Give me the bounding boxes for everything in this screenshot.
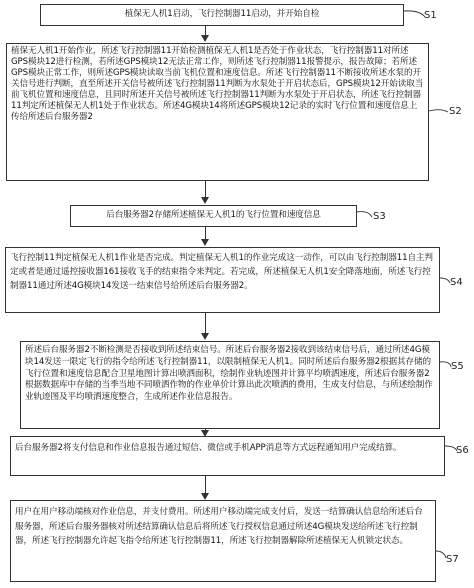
leader-s1 xyxy=(404,11,425,17)
step-text-s3: 后台服务器2存储所述植保无人机1的飞行位置和速度信息 xyxy=(106,210,321,220)
step-box-s6 xyxy=(10,436,445,476)
step-label-s2: S2 xyxy=(449,106,462,117)
leader-s3 xyxy=(357,212,372,217)
step-box-s4 xyxy=(5,247,440,313)
step-text-s7: 用户在用户移动端核对作业信息，并支付费用。所述用户移动端完成支付后，发送一结算确认信息给所述后台服务器，所述后台服务器核对所述结算确认信息后将所述飞行授权信息通过所述4G模块发送给所述飞行控制器，所述飞行控制器允许起飞指令给所述飞行控制器11，所述飞行控制器解除所述植保无人机锁定状态。 xyxy=(15,507,423,546)
step-label-s7: S7 xyxy=(446,554,459,565)
step-label-s1: S1 xyxy=(424,10,437,21)
step-box-s2 xyxy=(6,43,429,181)
step-box-s3 xyxy=(70,205,357,227)
step-text-s5: 所述后台服务器2不断检测是否接收到所述结束信号。所述后台服务器2接收到该结束信号后，通过所述4G模块14发送一限定飞行的指令给所述飞行控制器11，以限制植保无人机1。同时所述后台服务器2根据其存储的飞行位置和速度信息配合卫星地图计算出喷洒面积，绘制作业轨迹图并计算平均喷洒速度，所述后台服务器2根据数据库中存储的当季当地不同喷洒作物的作业单价计算出此次喷洒的费用，生成支付信息，与所述绘制作业轨迹图及平均喷洒速度整合，生成所述作业信息报告。 xyxy=(25,345,433,403)
step-label-s4: S4 xyxy=(450,277,463,288)
step-label-s6: S6 xyxy=(456,445,469,456)
step-box-s1 xyxy=(40,4,404,26)
leader-s5 xyxy=(440,362,451,367)
leader-s4 xyxy=(440,278,450,283)
step-text-s6: 后台服务器2将支付信息和作业信息报告通过短信、微信或手机APP消息等方式远程通知用户完成结算。 xyxy=(15,443,402,453)
step-box-s7 xyxy=(10,500,436,582)
step-text-s1: 植保无人机1启动，飞行控制器11启动，并开始自检 xyxy=(124,9,320,19)
step-text-s4: 飞行控制11判定植保无人机1作业是否完成。判定植保无人机1的作业完成这一动作，可以由飞行控制器11自主判定或者是通过遥控接收器161接收飞手的结束指令来判定。若完成，所述植保无人机1安全降落地面，所述飞行控制器11通过所述4G模块14发送一结束信号给所述后台服务器2。 xyxy=(10,253,433,291)
step-text-s2: 植保无人机1开始作业，所述飞行控制器11开始检测植保无人机1是否处于作业状态，飞行控制器11对所述GPS模块12进行检测，若所述GPS模块12无法正常工作，则所述飞行控制器11报警提示，报告故障；若所述GPS模块正常工作，则所述GPS模块读取当前飞机位置和速度信息。所述飞行控制器11不断接收所述水泵的开关信号进行判断，直至所述开关信号被所述飞行控制器11判断为水泵处于开启状态后，GPS模块12开始读取当前飞机位置和速度信息，且同时所述开关信号被所述飞行控制器11判断为水泵处于开启状态，所述飞行控制器11判定所述植保无人机1处于作业状态。所述4G模块14将所述GPS模块12记录的实时飞行位置和速度信息上传给所述后台服务器2 xyxy=(11,46,424,122)
step-label-s3: S3 xyxy=(373,211,386,222)
step-label-s5: S5 xyxy=(451,361,464,372)
leader-s7 xyxy=(436,551,446,558)
leader-s2 xyxy=(429,110,448,112)
step-box-s5 xyxy=(20,341,440,429)
